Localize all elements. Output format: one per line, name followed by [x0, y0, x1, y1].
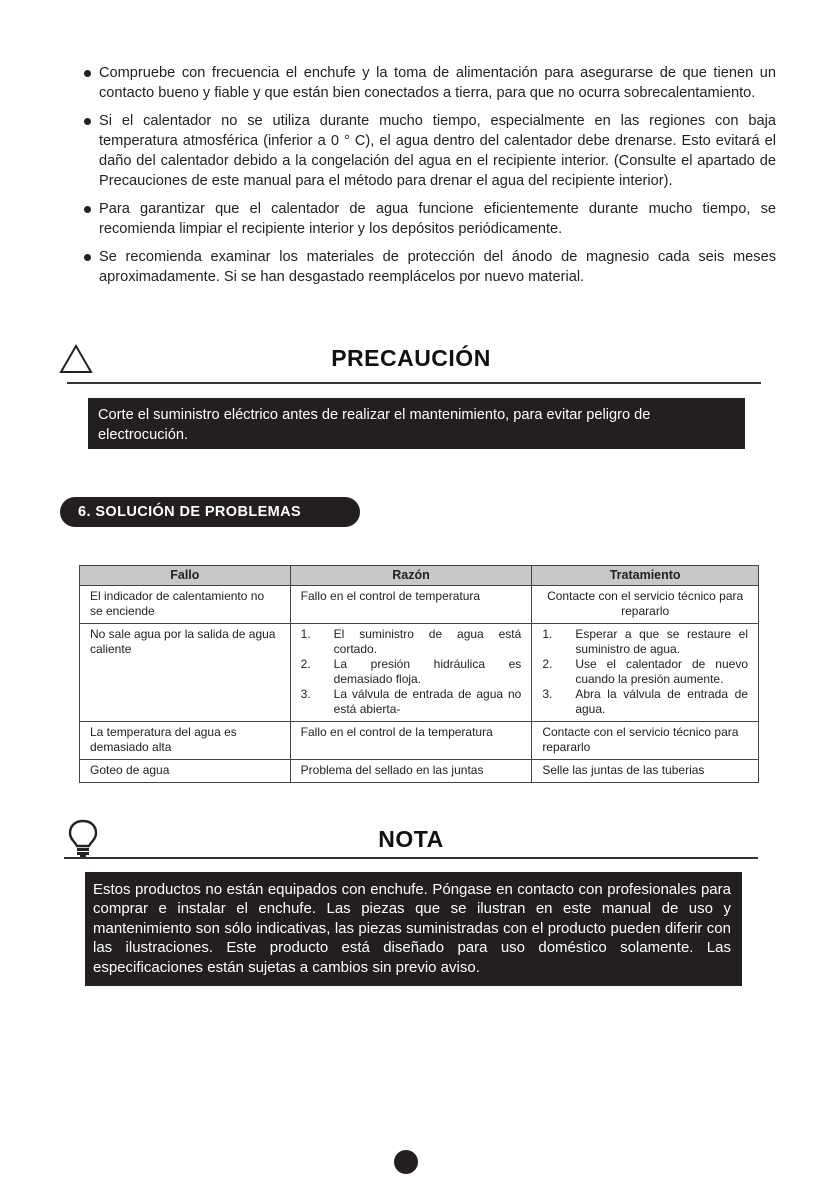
tratamiento-list [542, 627, 748, 717]
cell-razon: Fallo en el control de la temperatura [290, 722, 532, 760]
table-row [80, 586, 759, 624]
list-item [542, 627, 748, 657]
item-text: La presión hidráulica es demasiado floja. [333, 657, 522, 686]
table-row [80, 624, 759, 722]
note-divider [64, 857, 758, 859]
header-tratamiento: Tratamiento [532, 566, 759, 586]
page-dot-icon [394, 1150, 418, 1174]
item-number: 3. [542, 687, 553, 701]
cell-fallo: No sale agua por la salida de agua caliente [80, 624, 291, 722]
list-item [301, 627, 522, 657]
bullet-dot-icon [84, 118, 91, 125]
bullet-text: Se recomienda examinar los materiales de protección del ánodo de magnesio cada seis meses aproximadamente. Si se han desgastado reemplácelos por nuevo material. [99, 249, 776, 285]
cell-tratamiento [532, 624, 759, 722]
table-row [80, 722, 759, 760]
troubleshooting-table [79, 565, 759, 783]
caution-text: Corte el suministro eléctrico antes de realizar el mantenimiento, para evitar peligro de electrocución. [98, 407, 651, 443]
bullet-text: Compruebe con frecuencia el enchufe y la toma de alimentación para asegurarse de que tienen un contacto bueno y fiable y que están bien conectados a tierra, para que no ocurra sobrecalentamiento. [99, 65, 776, 101]
bullet-item [84, 63, 776, 103]
bullet-text: Para garantizar que el calentador de agua funcione eficientemente durante mucho tiempo, se recomienda limpiar el recipiente interior y los depósitos periódicamente. [99, 201, 776, 237]
caution-box [88, 398, 745, 449]
item-text: La válvula de entrada de agua no está abierta- [333, 687, 522, 716]
item-number: 3. [300, 687, 311, 701]
razon-list [301, 627, 522, 717]
item-number: 2. [542, 657, 553, 671]
cell-fallo: La temperatura del agua es demasiado alta [80, 722, 291, 760]
list-item [301, 657, 522, 687]
item-text: Use el calentador de nuevo cuando la presión aumente. [575, 657, 748, 686]
list-item [301, 687, 522, 717]
bullet-item [84, 247, 776, 287]
bullet-text: Si el calentador no se utiliza durante mucho tiempo, especialmente en las regiones con baja temperatura atmosférica (inferior a 0 ° C), el agua dentro del calentador debe drenarse. Esto evitará el daño del calentador debido a la congelación del agua en el recipiente interior. (Consulte el apartado de Precauciones de este manual para el método para drenar el agua del recipiente interior). [99, 113, 776, 189]
section-heading-troubleshooting: 6. SOLUCIÓN DE PROBLEMAS [60, 497, 360, 527]
caution-divider [67, 382, 761, 384]
table-row [80, 760, 759, 783]
cell-tratamiento: Contacte con el servicio técnico para repararlo [532, 722, 759, 760]
header-razon: Razón [290, 566, 532, 586]
cell-fallo: El indicador de calentamiento no se enciende [80, 586, 291, 624]
cell-tratamiento: Contacte con el servicio técnico para repararlo [532, 586, 759, 624]
cell-tratamiento: Selle las juntas de las tuberias [532, 760, 759, 783]
bullet-dot-icon [84, 70, 91, 77]
item-number: 1. [542, 627, 553, 641]
note-title: NOTA [378, 826, 444, 852]
bullet-dot-icon [84, 254, 91, 261]
item-text: El suministro de agua está cortado. [333, 627, 522, 656]
caution-title: PRECAUCIÓN [331, 345, 491, 371]
note-box [85, 872, 742, 986]
item-text: Esperar a que se restaure el suministro de agua. [575, 627, 748, 656]
cell-razon: Fallo en el control de temperatura [290, 586, 532, 624]
list-item [542, 657, 748, 687]
cell-fallo: Goteo de agua [80, 760, 291, 783]
item-number: 1. [300, 627, 311, 641]
maintenance-bullet-list [84, 63, 776, 295]
bullet-item [84, 199, 776, 239]
item-text: Abra la válvula de entrada de agua. [575, 687, 748, 716]
table-header-row [80, 566, 759, 586]
list-item [542, 687, 748, 717]
bullet-item [84, 111, 776, 191]
note-text: Estos productos no están equipados con enchufe. Póngase en contacto con profesionales para comprar e instalar el enchufe. Las piezas que se ilustran en este manual de uso y mantenimiento son sólo indicativas, las piezas suministradas con el producto pueden diferir con las ilustraciones. Este producto está diseñado para uso doméstico solamente. Las especificaciones están sujetas a cambios sin previo aviso. [93, 881, 731, 976]
bullet-dot-icon [84, 206, 91, 213]
header-fallo: Fallo [80, 566, 291, 586]
item-number: 2. [300, 657, 311, 671]
cell-razon: Problema del sellado en las juntas [290, 760, 532, 783]
cell-razon [290, 624, 532, 722]
